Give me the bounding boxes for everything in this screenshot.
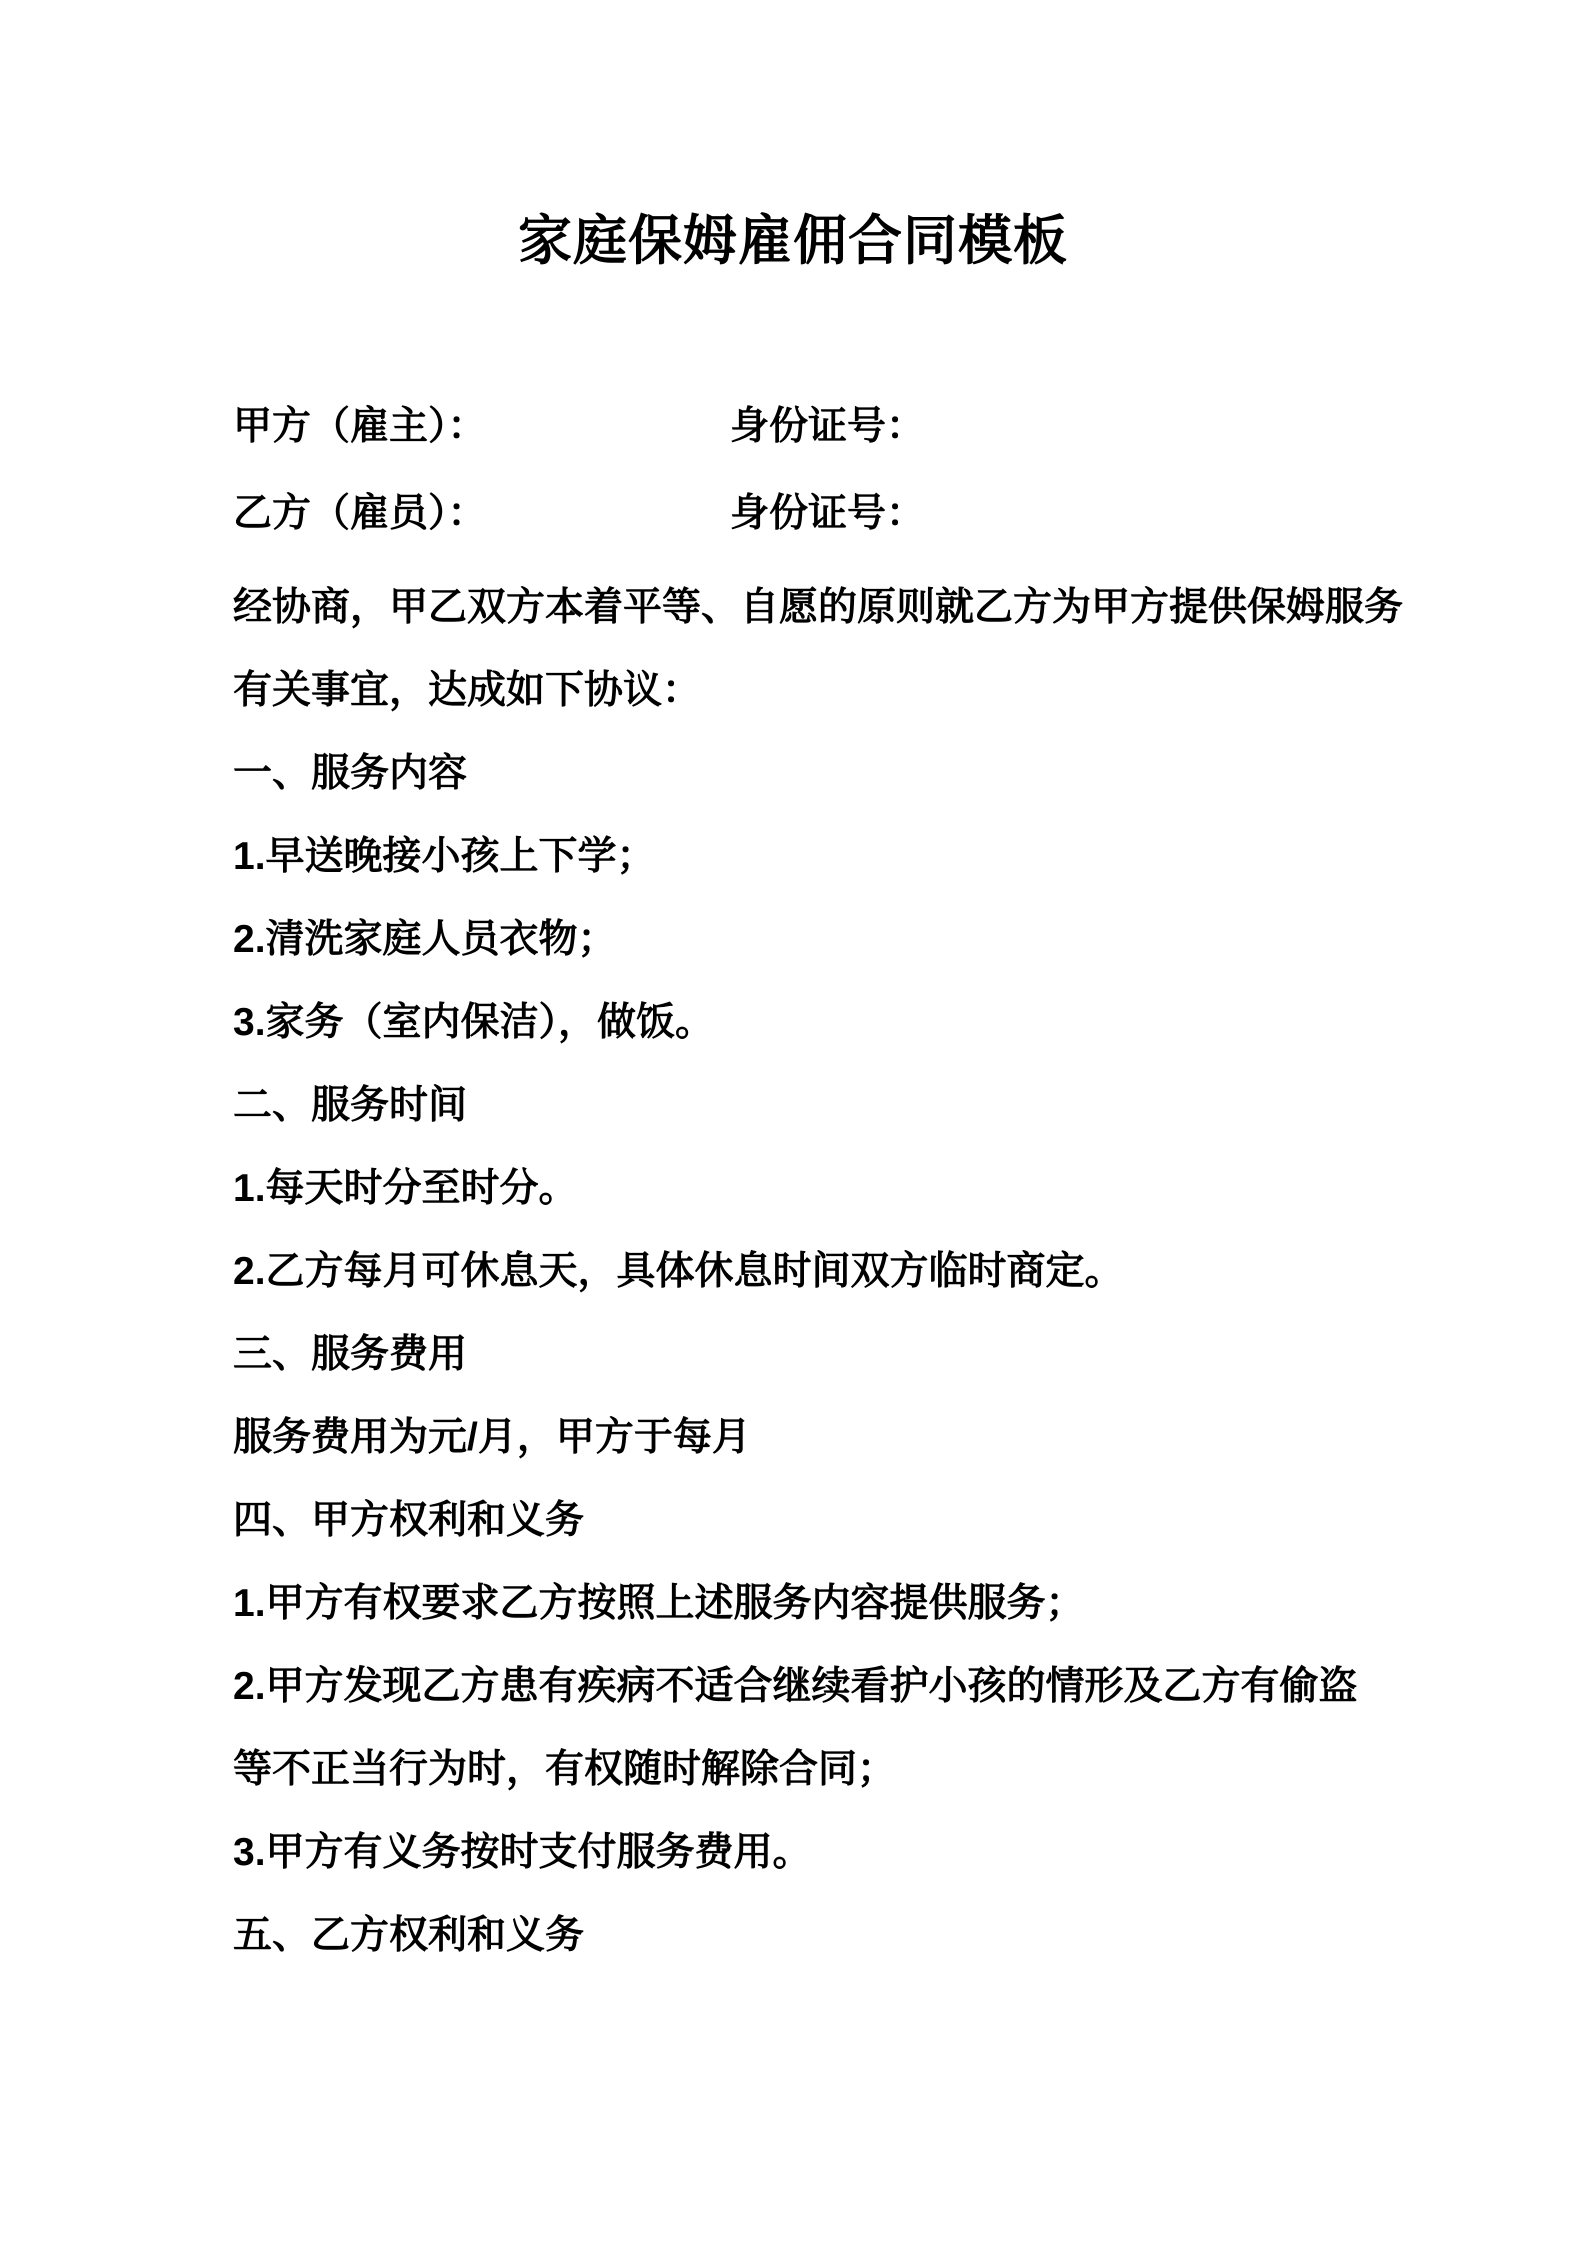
party-a-id-label: 身份证号：: [730, 405, 926, 448]
party-b-label: 乙方（雇员）：: [233, 492, 487, 535]
document-title: 家庭保姆雇佣合同模板: [518, 211, 1068, 271]
party-a-row: [233, 385, 1448, 468]
service-item-1: 1.早送晚接小孩上下学；: [233, 835, 656, 878]
section-3-heading: 三、服务费用: [233, 1333, 468, 1376]
section-4-heading: 四、甲方权利和义务: [233, 1499, 585, 1542]
service-item-3: 3.家务（室内保洁），做饭。: [233, 1001, 715, 1044]
section-1-heading: 一、服务内容: [233, 752, 468, 795]
intro-line-1: 经协商，甲乙双方本着平等、自愿的原则就乙方为甲方提供保姆服务: [233, 586, 1404, 629]
party-a-duty-3: 3.甲方有义务按时支付服务费用。: [233, 1831, 812, 1874]
section-5-heading: 五、乙方权利和义务: [233, 1914, 585, 1957]
time-item-2: 2.乙方每月可休息天，具体休息时间双方临时商定。: [233, 1250, 1124, 1293]
time-item-1: 1.每天时分至时分。: [233, 1167, 578, 1210]
party-a-duty-2-line-2: 等不正当行为时，有权随时解除合同；: [233, 1748, 897, 1791]
party-a-duty-2-line-1: 2.甲方发现乙方患有疾病不适合继续看护小孩的情形及乙方有偷盗: [233, 1665, 1358, 1708]
document-body: [233, 385, 1448, 1977]
party-a-duty-1: 1.甲方有权要求乙方按照上述服务内容提供服务；: [233, 1582, 1085, 1625]
intro-line-2: 有关事宜，达成如下协议：: [233, 669, 702, 712]
party-b-id-label: 身份证号：: [730, 492, 926, 535]
fee-line: 服务费用为元/月，甲方于每月: [233, 1416, 751, 1459]
service-item-2: 2.清洗家庭人员衣物；: [233, 918, 617, 961]
section-2-heading: 二、服务时间: [233, 1084, 468, 1127]
party-a-label: 甲方（雇主）：: [233, 405, 487, 448]
party-b-row: [233, 472, 1448, 555]
